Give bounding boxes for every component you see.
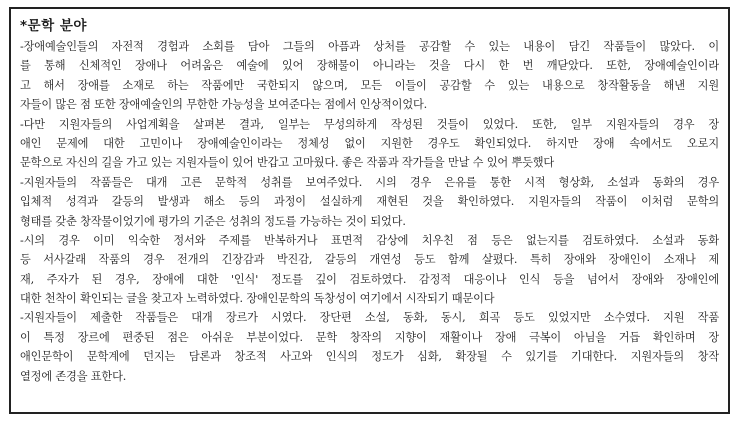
text-line: 고 해서 장애를 소재로 하는 작품에만 국한되지 않으며, 모든 이들이 공감할 수 있는 내용으로 창작활동을 해낸 지원 bbox=[20, 78, 719, 92]
text-line: -장애예술인들의 자전적 경험과 소회를 담아 그들의 아픔과 상처를 공감할 수 있는 내용이 담긴 작품들이 많았다. 이 bbox=[20, 40, 719, 53]
text-line: 자들이 많은 점 또한 장애예술인의 무한한 가능성을 보여준다는 점에서 인상적이었다. bbox=[20, 98, 428, 112]
text-line: 문학으로 자신의 길을 가고 있는 지원자들이 있어 반갑고 고마웠다. 좋은 작품과 작가들을 만날 수 있어 뿌듯했다 bbox=[20, 156, 555, 170]
review-text bbox=[20, 37, 719, 386]
text-line: 이 특정 장르에 편중된 점은 아쉬운 부분이었다. 문학 창작의 지향이 재활이나 장애 극복이 아님을 거듭 확인하며 장 bbox=[20, 330, 719, 344]
text-line: 재, 주자가 된 경우, 장애에 대한 '인식' 정도를 깊이 검토하였다. 감정적 대응이나 인식 등을 넘어서 장애와 장애인에 bbox=[20, 272, 719, 286]
review-panel bbox=[9, 7, 730, 414]
text-line: -지원자들이 제출한 작품들은 대개 장르가 시였다. 장단편 소설, 동화, 동시, 희곡 등도 있었지만 소수였다. 지원 작품 bbox=[20, 311, 719, 325]
text-line: -지원자들의 작품들은 대개 고른 문학적 성취를 보여주었다. 시의 경우 은유를 통한 시적 형상화, 소설과 동화의 경우 bbox=[20, 175, 719, 189]
text-line: 형태를 갖춘 창작물이었기에 평가의 기준은 성취의 정도를 가능하는 것이 되었다. bbox=[20, 214, 406, 228]
text-line: 입체적 성격과 갈등의 발생과 해소 등의 과정이 설실하게 재현된 것을 확인하였다. 지원자들의 작품이 이처럼 문학의 bbox=[20, 195, 719, 209]
text-line: 애인문학이 문학계에 던지는 담론과 창조적 사고와 인식의 정도가 심화, 확장될 수 있기를 기대한다. 지원자들의 창작 bbox=[20, 350, 719, 364]
text-line: 등 서사갈래 작품의 경우 전개의 긴장감과 박진감, 갈등의 개연성 등도 함께 살폈다. 특히 장애와 장애인이 소재나 제 bbox=[20, 253, 719, 267]
text-line: 를 통해 신체적인 장애나 어려움은 예술에 있어 장해물이 아니라는 것을 다시 한 번 깨닫았다. 또한, 장애예술인이라 bbox=[20, 59, 719, 73]
text-line: -시의 경우 이미 익숙한 정서와 주제를 반복하거나 표면적 감상에 치우친 점 등은 없는지를 검토하였다. 소설과 동화 bbox=[20, 233, 719, 247]
section-title: *문학 분야 bbox=[20, 18, 87, 34]
text-line: 애인 문제에 대한 고민이나 장애예술인이라는 정체성 없이 지원한 경우도 확인되었다. 하지만 장애 속에서도 오로지 bbox=[20, 136, 719, 150]
text-line: -다만 지원자들의 사업계획을 살펴본 결과, 일부는 무성의하게 작성된 것들이 있었다. 또한, 일부 지원자들의 경우 장 bbox=[20, 117, 719, 131]
text-line: 열정에 존경을 표한다. bbox=[20, 369, 127, 383]
text-line: 대한 천착이 확인되는 글을 찾고자 노력하였다. 장애인문학의 독창성이 여기에서 시작되기 때문이다 bbox=[20, 292, 495, 306]
